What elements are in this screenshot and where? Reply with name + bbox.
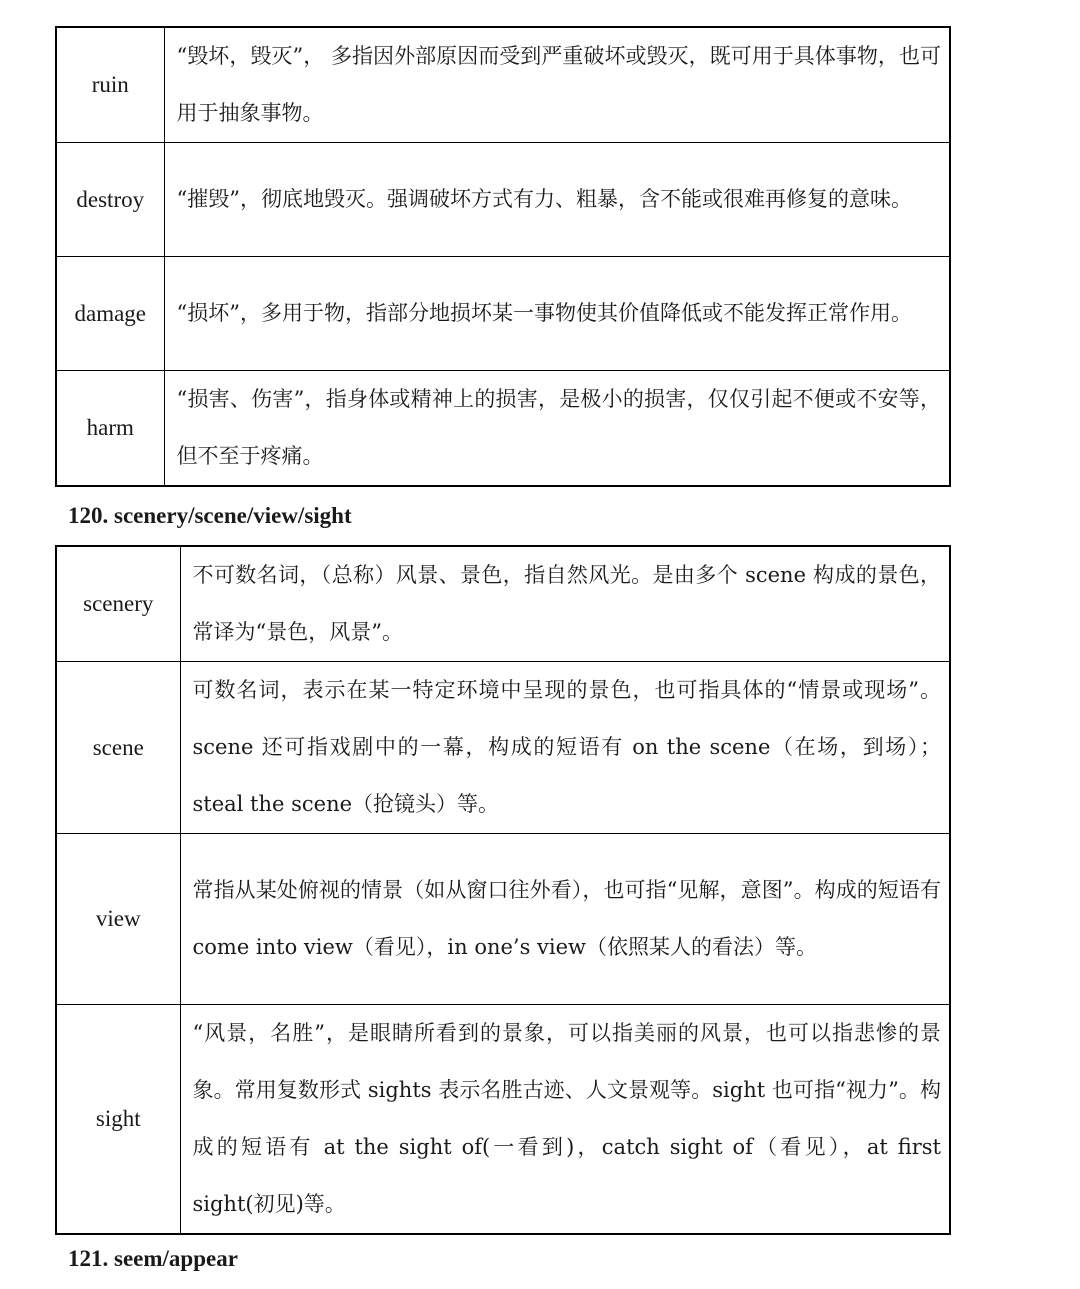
word-comparison-table-scenery-scene-view-sight: [55, 545, 951, 1235]
definition-cell: “损害、伤害”，指身体或精神上的损害，是极小的损害，仅仅引起不便或不安等，但不至于疼痛。: [164, 371, 950, 487]
definition-cell: 可数名词，表示在某一特定环境中呈现的景色，也可指具体的“情景或现场”。 scene 还可指戏剧中的一幕，构成的短语有 on the scene（在场，到场）；steal the scene（抢镜头）等。: [180, 662, 950, 834]
definition-cell: “毁坏，毁灭”， 多指因外部原因而受到严重破坏或毁灭，既可用于具体事物，也可用于抽象事物。: [164, 27, 950, 143]
term-cell: ruin: [56, 27, 164, 143]
definition-cell: 不可数名词，（总称）风景、景色，指自然风光。是由多个 scene 构成的景色，常译为“景色，风景”。: [180, 546, 950, 662]
table-row: [56, 546, 950, 662]
term-cell: harm: [56, 371, 164, 487]
section-heading-120: 120. scenery/scene/view/sight: [68, 503, 352, 528]
table-row: [56, 662, 950, 834]
term-cell: scene: [56, 662, 180, 834]
word-comparison-table-ruin-destroy-damage-harm: [55, 26, 951, 487]
table-row: [56, 27, 950, 143]
table-row: [56, 257, 950, 371]
term-cell: damage: [56, 257, 164, 371]
term-cell: destroy: [56, 143, 164, 257]
definition-cell: “摧毁”，彻底地毁灭。强调破坏方式有力、粗暴，含不能或很难再修复的意味。: [164, 143, 950, 257]
section-heading-121: 121. seem/appear: [68, 1246, 238, 1271]
term-cell: scenery: [56, 546, 180, 662]
term-cell: sight: [56, 1005, 180, 1235]
table-row: [56, 371, 950, 487]
definition-cell: “风景，名胜”，是眼睛所看到的景象，可以指美丽的风景，也可以指悲惨的景象。常用复数形式 sights 表示名胜古迹、人文景观等。sight 也可指“视力”。构成的短语有 at the sight of(一看到)，catch sight of（看见），at first sight(初见)等。: [180, 1005, 950, 1235]
table-row: [56, 834, 950, 1005]
term-cell: view: [56, 834, 180, 1005]
definition-cell: 常指从某处俯视的情景（如从窗口往外看），也可指“见解，意图”。构成的短语有 come into view（看见），in one’s view（依照某人的看法）等。: [180, 834, 950, 1005]
definition-cell: “损坏”，多用于物，指部分地损坏某一事物使其价值降低或不能发挥正常作用。: [164, 257, 950, 371]
table-row: [56, 1005, 950, 1235]
table-row: [56, 143, 950, 257]
